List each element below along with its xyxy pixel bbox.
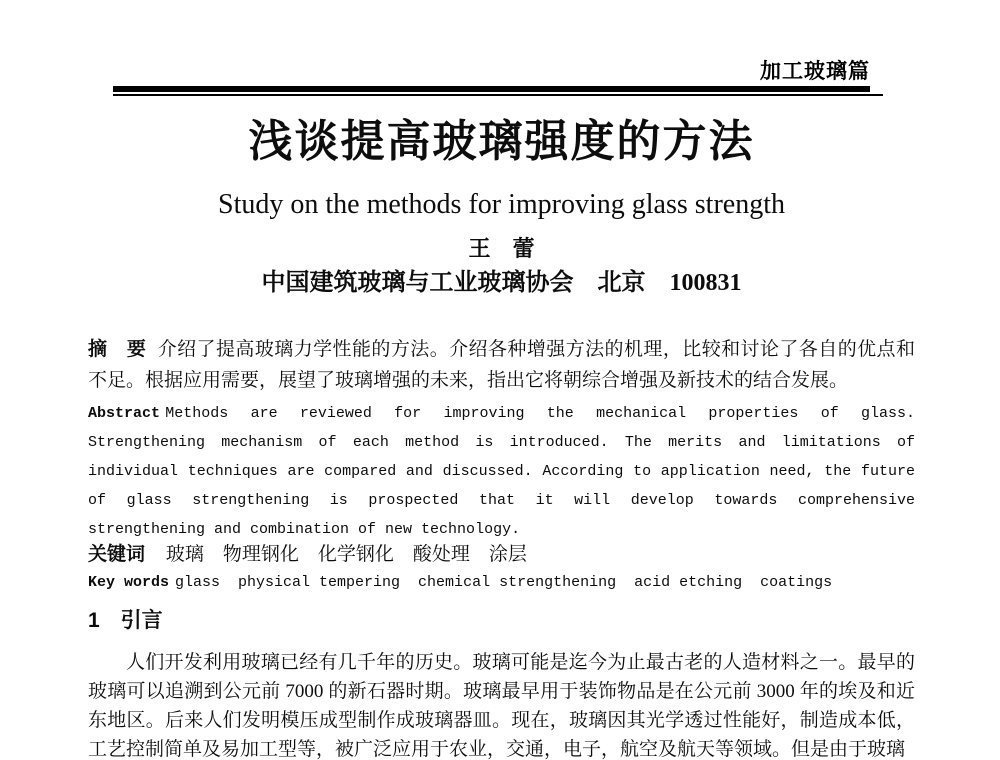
author-name: 王 蕾 [468,236,535,261]
keywords-english [88,571,915,595]
keywords-chinese [88,542,915,568]
section-1-paragraph: 人们开发利用玻璃已经有几千年的历史。玻璃可能是迄今为止最古老的人造材料之一。最早的玻璃可以追溯到公元前 7000 的新石器时期。玻璃最早用于装饰物品是在公元前 3000 年的埃及和近东地区。后来人们发明模压成型制作成玻璃器皿。现在，玻璃因其光学透过性能好，制造成本低，工艺控制简单及易加工型等，被广泛应用于农业，交通，电子，航空及航天等领域。但是由于玻璃 [88,652,915,760]
keywords-english-label: Key words [88,574,170,591]
keywords-chinese-label: 关键词 [88,544,146,565]
abstract-english-label: Abstract [88,405,161,422]
abstract-english-text: Methods are reviewed for improving the mechanical properties of glass. Strengthening mechanism of each method is introduced. The merits and limitations of individual techniques are compared and discussed. According to application need, the future of glass strengthening is prospected that it will develop towards comprehensive strengthening and combination of new technology. [88,405,915,538]
page-header-label: 加工玻璃篇 [760,60,870,83]
article-title-english: Study on the methods for improving glass strength [218,189,785,220]
author-affiliation: 中国建筑玻璃与工业玻璃协会 北京 100831 [261,270,742,296]
abstract-english [88,399,915,544]
keywords-chinese-text: 玻璃 物理钢化 化学钢化 酸处理 涂层 [165,544,527,565]
page-header [113,60,870,96]
article-title: 浅谈提高玻璃强度的方法 [248,117,755,166]
keywords-english-text: glass physical tempering chemical strengthening acid etching coatings [175,574,833,591]
abstract-chinese [88,334,915,396]
abstract-chinese-text: 介绍了提高玻璃力学性能的方法。介绍各种增强方法的机理，比较和讨论了各自的优点和不足。根据应用需要，展望了玻璃增强的未来，指出它将朝综合增强及新技术的结合发展。 [88,339,915,391]
section-1-heading: 1 引言 [88,609,163,632]
header-rule-thick [113,86,870,92]
header-rule-thin [113,94,883,96]
abstract-chinese-label: 摘 要 [88,339,147,360]
